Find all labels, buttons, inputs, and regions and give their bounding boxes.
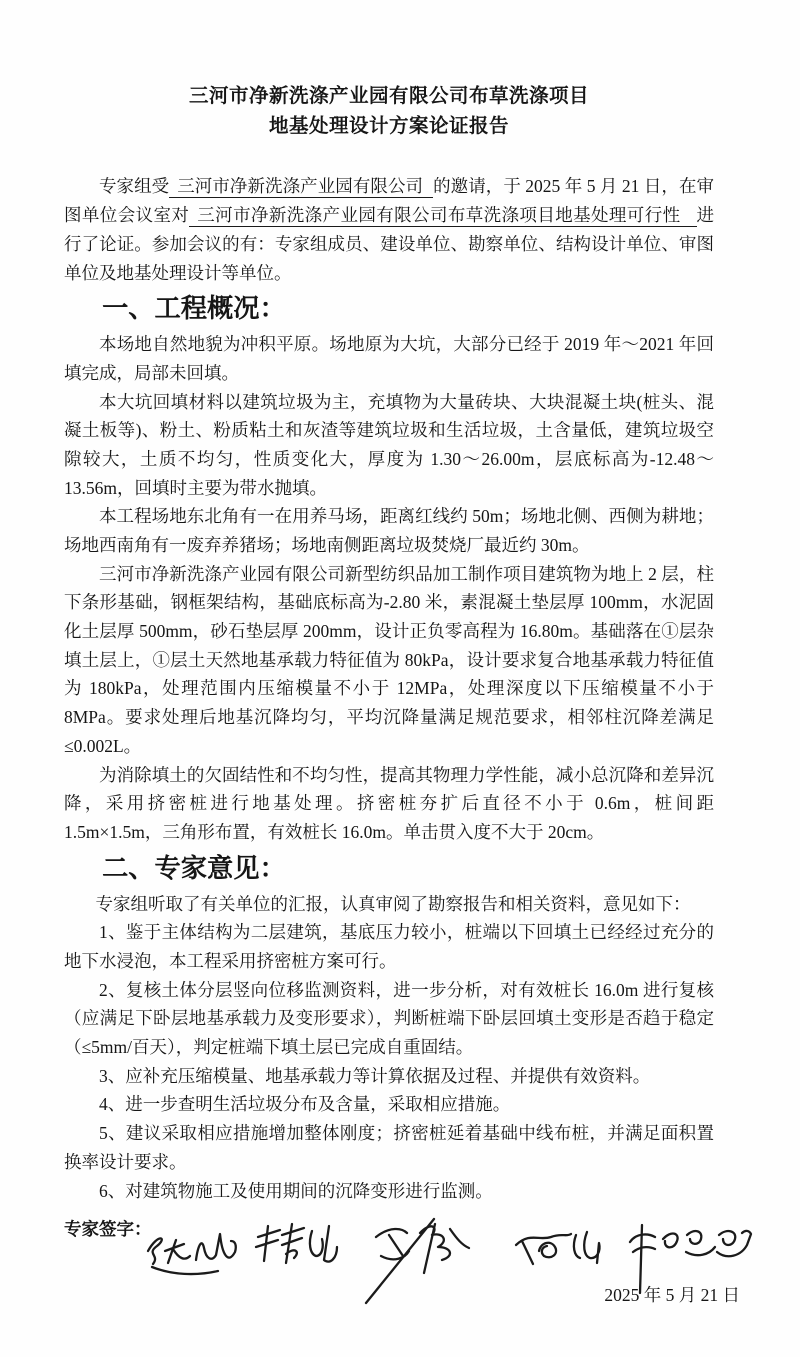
handwritten-signature-4 (512, 1227, 606, 1271)
expert-opinion-item-6: 6、对建筑物施工及使用期间的沉降变形进行监测。 (99, 1180, 493, 1201)
section1-paragraph-3: 本工程场地东北角有一在用养马场，距离红线约 50m；场地北侧、西侧为耕地；场地西南角有一废弃养猪场；场地南侧距离垃圾焚烧厂最近约 30m。 (64, 506, 714, 556)
expert-opinion-item-4: 4、进一步查明生活垃圾分布及含量，采取相应措施。 (99, 1094, 511, 1115)
intro-text-2: 的邀请，于 2025 年 5 月 21 日，在审图单位会议室对 (64, 176, 715, 226)
section2-heading: 二、专家意见： (102, 853, 286, 883)
document-title (64, 82, 714, 142)
section1-paragraph-5: 为消除填土的欠固结性和不均匀性，提高其物理力学性能，减小总沉降和差异沉降，采用挤密桩进行地基处理。挤密桩夯扩后直径不小于 0.6m，桩间距 1.5m×1.5m，三角形布置，有效桩长 16.0m。单击贯入度不大于 20cm。 (64, 764, 714, 842)
section1-paragraph-4: 三河市净新洗涤产业园有限公司新型纺织品加工制作项目建筑物为地上 2 层，柱下条形基础，钢框架结构，基础底标高为-2.80 米，素混凝土垫层厚 100mm，水泥固化土层厚 500mm，砂石垫层厚 200mm，设计正负零高程为 16.80m。基础落在①层杂填土层上，①层土天然地基承载力特征值为 80kPa，设计要求复合地基承载力特征值为 180kPa，处理范围内压缩模量不小于 12MPa，处理深度以下压缩模量不小于 8MPa。要求处理后地基沉降均匀，平均沉降量满足规范要求，相邻柱沉降差满足≤0.002L。 (64, 563, 714, 756)
intro-paragraph (64, 172, 714, 287)
expert-opinion-item-1: 1、鉴于主体结构为二层建筑，基底压力较小，桩端以下回填土已经经过充分的地下水浸泡，本工程采用挤密桩方案可行。 (64, 922, 714, 972)
intro-text-1: 专家组受 (99, 176, 170, 197)
expert-opinion-item-3: 3、应补充压缩模量、地基承载力等计算依据及过程、并提供有效资料。 (99, 1065, 651, 1086)
section1-paragraph-1: 本场地自然地貌为冲积平原。场地原为大坑，大部分已经于 2019 年～2021 年回填完成，局部未回填。 (64, 334, 714, 383)
section2-lead: 专家组听取了有关单位的汇报，认真审阅了勘察报告和相关资料，意见如下： (95, 893, 691, 914)
handwritten-signature-2 (252, 1219, 344, 1277)
signature-label: 专家签字： (64, 1219, 152, 1240)
expert-opinion-item-2: 2、复核土体分层竖向位移监测资料，进一步分析，对有效桩长 16.0m 进行复核（应满足下卧层地基承载力及变形要求），判断桩端下卧层回填土变形是否趋于稳定（≤5mm/百天），判定桩端下填土层已完成自重固结。 (64, 979, 714, 1058)
expert-opinion-item-5: 5、建议采取相应措施增加整体刚度；挤密桩延着基础中线布桩，并满足面积置换率设计要求。 (64, 1123, 714, 1172)
section1-heading: 一、工程概况： (102, 294, 286, 324)
intro-text-3: 进行了论证。参加会议的有：专家组成员、建设单位、勘察单位、结构设计单位、审图单位及地基处理设计等单位。 (64, 205, 714, 283)
section1-paragraph-2: 本大坑回填材料以建筑垃圾为主，充填物为大量砖块、大块混凝土块(桩头、混凝土板等)、粉土、粉质粘土和灰渣等建筑垃圾和生活垃圾，土含量低，建筑垃圾空隙较大，土质不均匀，性质变化大，厚度为 1.30～26.00m，层底标高为-12.48～13.56m，回填时主要为带水抛填。 (64, 391, 714, 498)
signature-date: 2025 年 5 月 21 日 (604, 1285, 740, 1306)
title-line-2: 地基处理设计方案论证报告 (268, 116, 509, 138)
handwritten-signature-3 (346, 1215, 474, 1307)
signature-section (64, 1213, 740, 1317)
handwritten-signature-1 (138, 1229, 242, 1287)
underlined-inviting-party: 三河市净新洗涤产业园有限公司 (169, 176, 433, 198)
underlined-project-subject: 三河市净新洗涤产业园有限公司布草洗涤项目地基处理可行性 (189, 205, 696, 227)
title-line-1: 三河市净新洗涤产业园有限公司布草洗涤项目 (188, 86, 589, 107)
